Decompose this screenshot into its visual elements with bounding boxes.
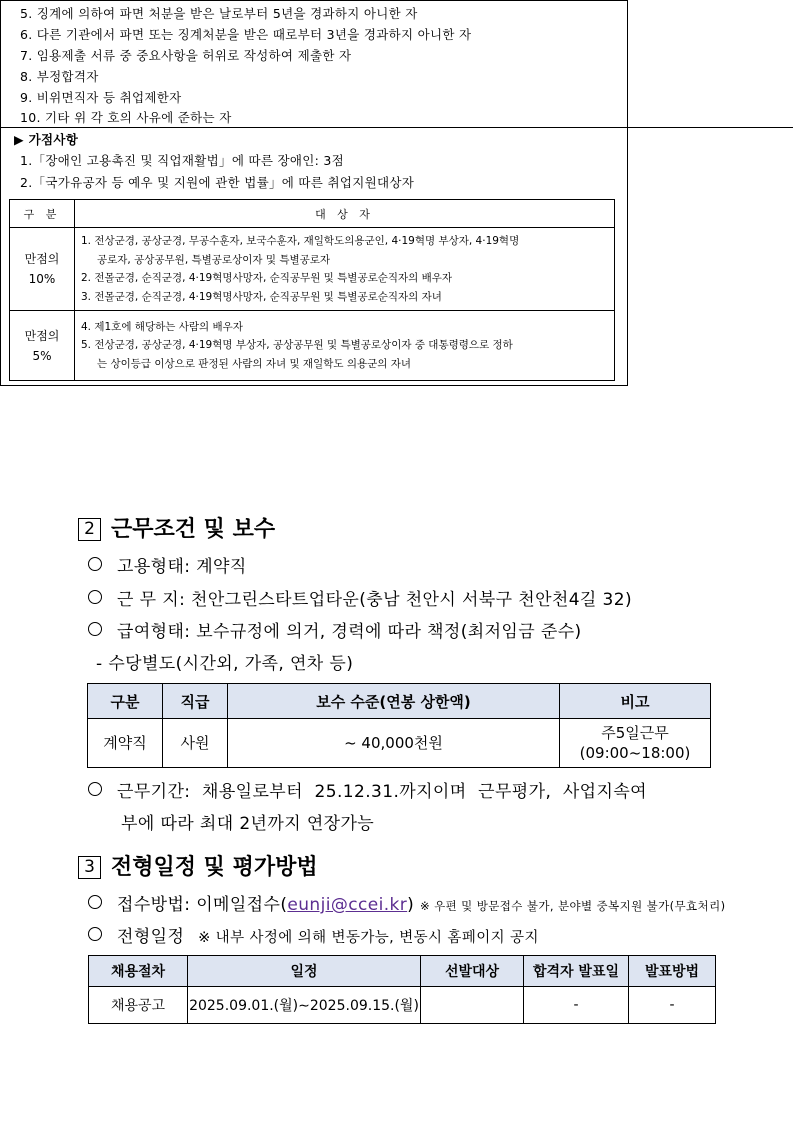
- column-header: 선발대상: [421, 956, 524, 987]
- list-item: 근 무 지: 천안그린스타트업타운(충남 천안시 서북구 천안천4길 32): [88, 585, 632, 610]
- bonus-table-header: 대 상 자: [75, 200, 615, 228]
- list-item: 접수방법: 이메일접수(eunji@ccei.kr) ※ 우편 및 방문접수 불가, 분야별 중복지원 불가(무효처리): [88, 890, 725, 915]
- list-item: 급여형태: 보수규정에 의거, 경력에 따라 책정(최저임금 준수): [88, 617, 582, 642]
- table-cell: -: [629, 987, 716, 1024]
- disqualification-item: 6. 다른 기관에서 파면 또는 징계처분을 받은 때로부터 3년을 경과하지 아니한 자: [20, 27, 472, 42]
- divider: [0, 127, 793, 128]
- list-item: 근무기간: 채용일로부터 25.12.31.까지이며 근무평가, 사업지속여: [88, 777, 647, 802]
- row-content: 4. 제1호에 해당하는 사람의 배우자 5. 전상군경, 공상군경, 4·19혁명 부상자, 공상공무원 및 특별공로상이자 중 대통령령으로 정하 는 상이등급 이상으로 판정된 사람의 자녀 및 재일학도 의용군의 자녀: [75, 311, 615, 381]
- note: ※ 내부 사정에 의해 변동가능, 변동시 홈페이지 공지: [198, 930, 539, 946]
- schedule-table: [88, 955, 716, 1024]
- bonus-table: [9, 199, 615, 381]
- column-header: 보수 수준(연봉 상한액): [228, 684, 560, 719]
- column-header: 채용절차: [89, 956, 188, 987]
- column-header: 직급: [163, 684, 228, 719]
- section-number: 2: [78, 518, 101, 541]
- section-number: 3: [78, 856, 101, 879]
- list-item: 전형일정 ※ 내부 사정에 의해 변동가능, 변동시 홈페이지 공지: [88, 922, 539, 947]
- table-header-row: [88, 684, 711, 719]
- table-cell: 주5일근무 (09:00~18:00): [560, 719, 711, 768]
- row-label: 만점의 5%: [10, 311, 75, 381]
- circle-bullet-icon: [88, 557, 102, 571]
- disqualification-item: 9. 비위면직자 등 취업제한자: [20, 90, 182, 105]
- column-header: 비고: [560, 684, 711, 719]
- table-cell: -: [524, 987, 629, 1024]
- circle-bullet-icon: [88, 590, 102, 604]
- bonus-item: 1.「장애인 고용촉진 및 직업재활법」에 따른 장애인: 3점: [20, 153, 345, 168]
- column-header: 발표방법: [629, 956, 716, 987]
- list-item-continued: 부에 따라 최대 2년까지 연장가능: [121, 814, 375, 834]
- table-cell: 계약직: [88, 719, 163, 768]
- table-header-row: [89, 956, 716, 987]
- disqualification-item: 8. 부정합격자: [20, 69, 99, 84]
- table-cell: ~ 40,000천원: [228, 719, 560, 768]
- table-cell: [421, 987, 524, 1024]
- bonus-item: 2.「국가유공자 등 예우 및 지원에 관한 법률」에 따른 취업지원대상자: [20, 175, 415, 190]
- section-heading: [78, 512, 275, 543]
- table-row: [10, 311, 615, 381]
- disqualification-item: 10. 기타 위 각 호의 사유에 준하는 자: [20, 110, 232, 125]
- circle-bullet-icon: [88, 782, 102, 796]
- section-title: 근무조건 및 보수: [111, 517, 276, 542]
- bonus-table-header: 구 분: [10, 200, 75, 228]
- salary-table: [87, 683, 711, 768]
- table-row: [88, 719, 711, 768]
- circle-bullet-icon: [88, 895, 102, 909]
- column-header: 구분: [88, 684, 163, 719]
- table-cell: 채용공고: [89, 987, 188, 1024]
- disqualification-item: 5. 징계에 의하여 파면 처분을 받은 날로부터 5년을 경과하지 아니한 자: [20, 6, 418, 21]
- row-content: 1. 전상군경, 공상군경, 무공수훈자, 보국수훈자, 재일학도의용군인, 4·19혁명 부상자, 4·19혁명 공로자, 공상공무원, 특별공로상이자 및 특별공로자 2. 전몰군경, 순직군경, 4·19혁명사망자, 순직공무원 및 특별공로순직자의 배우자 3. 전몰군경, 순직군경, 4·19혁명사망자, 순직공무원 및 특별공로순직자의 자녀: [75, 228, 615, 311]
- column-header: 일정: [188, 956, 421, 987]
- row-label: 만점의 10%: [10, 228, 75, 311]
- table-row: [89, 987, 716, 1024]
- list-item: - 수당별도(시간외, 가족, 연차 등): [96, 654, 354, 674]
- bonus-heading: ▶ 가점사항: [14, 132, 79, 147]
- list-item: 고용형태: 계약직: [88, 552, 247, 577]
- circle-bullet-icon: [88, 927, 102, 941]
- eligibility-box: [0, 0, 628, 386]
- table-row: [10, 228, 615, 311]
- circle-bullet-icon: [88, 622, 102, 636]
- table-cell: 사원: [163, 719, 228, 768]
- section-title: 전형일정 및 평가방법: [111, 855, 318, 880]
- disqualification-item: 7. 임용제출 서류 중 중요사항을 허위로 작성하여 제출한 자: [20, 48, 352, 63]
- column-header: 합격자 발표일: [524, 956, 629, 987]
- table-cell: 2025.09.01.(월)∼2025.09.15.(월): [188, 987, 421, 1024]
- note: ※ 우편 및 방문접수 불가, 분야별 중복지원 불가(무효처리): [420, 899, 726, 913]
- email-link[interactable]: eunji@ccei.kr: [287, 895, 408, 915]
- section-heading: [78, 850, 318, 881]
